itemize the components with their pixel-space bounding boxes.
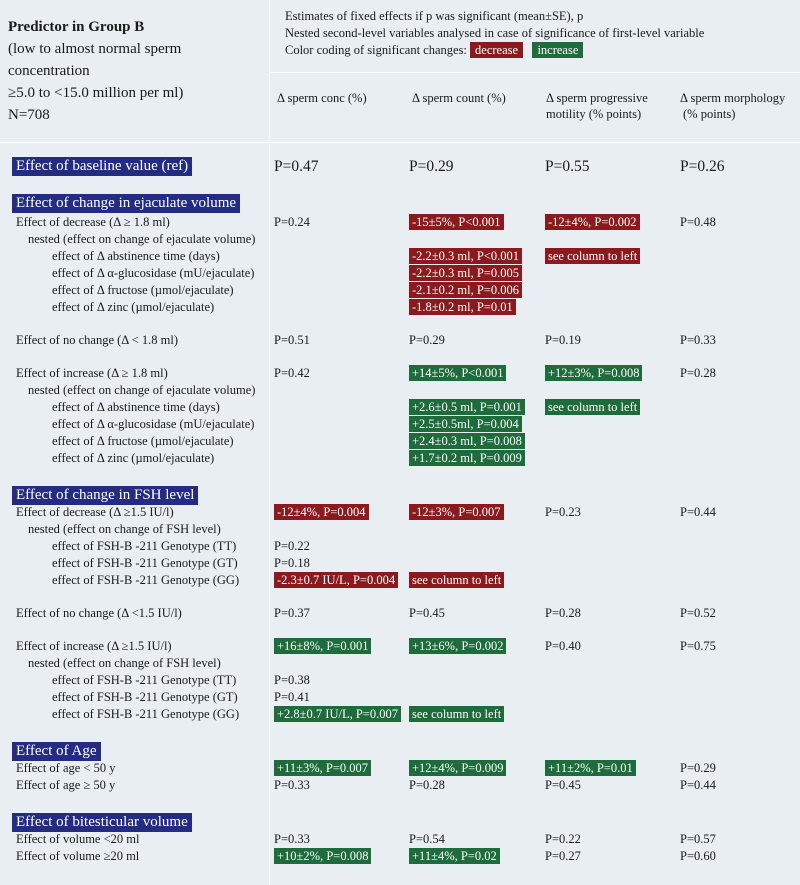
table-cell: -2.3±0.7 IU/L, P=0.004 [274,572,398,588]
header-divider [269,72,800,73]
predictor-header [8,16,263,126]
legend-increase: increase [532,42,583,58]
legend-decrease: decrease [470,42,523,58]
col-header-conc: Δ sperm conc (%) [277,91,367,105]
table-cell: P=0.22 [274,539,310,553]
table-row [0,382,800,399]
table-cell: +2.4±0.3 ml, P=0.008 [409,433,525,449]
table-cell: P=0.42 [274,366,310,380]
table-row [0,655,800,672]
row-label: effect of Δ abstinence time (days) [52,249,220,263]
table-cell: P=0.33 [274,832,310,846]
table-row [0,299,800,316]
table-cell: P=0.54 [409,832,445,846]
table-cell: P=0.40 [545,639,581,653]
col-header-morphology [680,90,785,122]
table-row [0,504,800,521]
row-label: nested (effect on change of FSH level) [28,656,221,670]
row-label: Effect of no change (Δ < 1.8 ml) [16,333,179,347]
row-label: Effect of decrease (Δ ≥ 1.8 ml) [16,215,170,229]
row-label: effect of FSH-B -211 Genotype (GG) [52,707,240,721]
table-cell: -15±5%, P<0.001 [409,214,504,230]
table-row [0,265,800,282]
table-row [0,848,800,865]
table-cell: P=0.44 [680,778,716,792]
table-cell: P=0.51 [274,333,310,347]
table-cell: +1.7±0.2 ml, P=0.009 [409,450,525,466]
col-header-motility-line1: Δ sperm progressive [546,91,648,105]
table-cell: P=0.41 [274,690,310,704]
table-row [0,450,800,467]
table-cell: +12±3%, P=0.008 [545,365,642,381]
table-cell: P=0.38 [274,673,310,687]
row-label: effect of Δ α-glucosidase (mU/ejaculate) [52,417,255,431]
table-cell: +14±5%, P<0.001 [409,365,506,381]
table-row [0,706,800,723]
table-cell: +2.6±0.5 ml, P=0.001 [409,399,525,415]
row-label: effect of Δ α-glucosidase (mU/ejaculate) [52,266,255,280]
table-row [0,605,800,622]
table-row [0,831,800,848]
section-testicular-volume: Effect of bitesticular volume [12,813,192,832]
baseline-row [0,157,800,176]
row-label: Effect of volume ≥20 ml [16,849,140,863]
table-row [0,248,800,265]
table-row [0,521,800,538]
table-cell: P=0.22 [545,832,581,846]
table-cell: +2.5±0.5ml, P=0.004 [409,416,522,432]
table-cell: +2.8±0.7 IU/L, P=0.007 [274,706,401,722]
table-cell: +12±4%, P=0.009 [409,760,506,776]
table-row [0,282,800,299]
row-label: Effect of volume <20 ml [16,832,140,846]
table-cell: P=0.28 [409,778,445,792]
table-cell: P=0.44 [680,505,716,519]
table-cell: see column to left [409,572,504,588]
row-label: Effect of no change (Δ <1.5 IU/l) [16,606,182,620]
table-row [0,777,800,794]
table-cell: P=0.57 [680,832,716,846]
col-header-morphology-line2: (% points) [683,107,736,121]
row-label: effect of Δ zinc (µmol/ejaculate) [52,300,215,314]
table-row [0,572,800,589]
table-cell: P=0.27 [545,849,581,863]
table-cell: -2.2±0.3 ml, P<0.001 [409,248,522,264]
table-cell: P=0.23 [545,505,581,519]
row-label: Effect of increase (Δ ≥ 1.8 ml) [16,366,168,380]
section-ejaculate-volume: Effect of change in ejaculate volume [12,194,240,213]
row-label: nested (effect on change of FSH level) [28,522,221,536]
row-label: Effect of age < 50 y [16,761,116,775]
col-header-morphology-line1: Δ sperm morphology [680,91,786,105]
table-cell: P=0.75 [680,639,716,653]
table-cell: P=0.33 [274,778,310,792]
baseline-cell: P=0.29 [409,158,454,175]
table-cell: -2.1±0.2 ml, P=0.006 [409,282,522,298]
col-header-count: Δ sperm count (%) [412,91,506,105]
row-label: effect of FSH-B -211 Genotype (GG) [52,573,240,587]
table-cell: P=0.29 [680,761,716,775]
col-header-motility [546,90,648,122]
table-cell: P=0.28 [545,606,581,620]
table-cell: see column to left [409,706,504,722]
table-cell: P=0.52 [680,606,716,620]
color-legend [285,42,795,59]
table-cell: +10±2%, P=0.008 [274,848,371,864]
table-cell: P=0.60 [680,849,716,863]
note-estimates: Estimates of fixed effects if p was significant (mean±SE), p [285,9,584,23]
table-cell: see column to left [545,399,640,415]
table-cell: -2.2±0.3 ml, P=0.005 [409,265,522,281]
table-cell: P=0.45 [409,606,445,620]
table-cell: see column to left [545,248,640,264]
table-cell: +16±8%, P=0.001 [274,638,371,654]
table-row [0,638,800,655]
row-label: effect of FSH-B -211 Genotype (GT) [52,556,238,570]
table-cell: -12±4%, P=0.002 [545,214,640,230]
table-row [0,332,800,349]
row-label: effect of Δ fructose (µmol/ejaculate) [52,283,234,297]
table-row [0,555,800,572]
table-cell: -12±3%, P=0.007 [409,504,504,520]
notes-header [285,8,795,59]
table-row [0,214,800,231]
table-cell: +11±2%, P=0.01 [545,760,636,776]
table-cell: P=0.24 [274,215,310,229]
table-row [0,433,800,450]
table-cell: P=0.19 [545,333,581,347]
row-label: effect of FSH-B -211 Genotype (TT) [52,673,237,687]
table-cell: +11±4%, P=0.02 [409,848,500,864]
table-cell: P=0.29 [409,333,445,347]
table-cell: P=0.48 [680,215,716,229]
sample-size: N=708 [8,107,50,123]
table-cell: +13±6%, P=0.002 [409,638,506,654]
row-label: nested (effect on change of ejaculate volume) [28,383,256,397]
table-row [0,416,800,433]
row-label: Effect of increase (Δ ≥1.5 IU/l) [16,639,172,653]
row-label: effect of Δ zinc (µmol/ejaculate) [52,451,215,465]
row-label: effect of FSH-B -211 Genotype (TT) [52,539,237,553]
row-label: effect of FSH-B -211 Genotype (GT) [52,690,238,704]
table-cell: -1.8±0.2 ml, P=0.01 [409,299,516,315]
table-cell: P=0.28 [680,366,716,380]
table-row [0,538,800,555]
table-row [0,365,800,382]
section-age: Effect of Age [12,742,101,761]
row-label: Effect of decrease (Δ ≥1.5 IU/l) [16,505,174,519]
row-label: Effect of age ≥ 50 y [16,778,116,792]
legend-label: Color coding of significant changes: [285,43,467,57]
concentration-range: ≥5.0 to <15.0 million per ml) [8,85,184,101]
table-row [0,760,800,777]
col-header-motility-line2: motility (% points) [546,107,642,121]
baseline-cell: P=0.55 [545,158,590,175]
baseline-cell: P=0.26 [680,158,725,175]
table-row [0,672,800,689]
row-label: effect of Δ abstinence time (days) [52,400,220,414]
table-row [0,689,800,706]
header-bottom-divider [0,142,800,143]
predictor-subtitle: (low to almost normal sperm concentration [8,41,182,79]
section-baseline: Effect of baseline value (ref) [12,157,192,176]
predictor-title: Predictor in Group B [8,19,145,35]
section-fsh-level: Effect of change in FSH level [12,486,198,505]
baseline-cell: P=0.47 [274,158,319,175]
row-label: nested (effect on change of ejaculate volume) [28,232,256,246]
table-row [0,231,800,248]
table-cell: P=0.33 [680,333,716,347]
table-cell: P=0.18 [274,556,310,570]
note-nested: Nested second-level variables analysed in case of significance of first-level variable [285,26,705,40]
table-cell: -12±4%, P=0.004 [274,504,369,520]
table-cell: P=0.37 [274,606,310,620]
row-label: effect of Δ fructose (µmol/ejaculate) [52,434,234,448]
table-cell: P=0.45 [545,778,581,792]
table-cell: +11±3%, P=0.007 [274,760,371,776]
table-row [0,399,800,416]
